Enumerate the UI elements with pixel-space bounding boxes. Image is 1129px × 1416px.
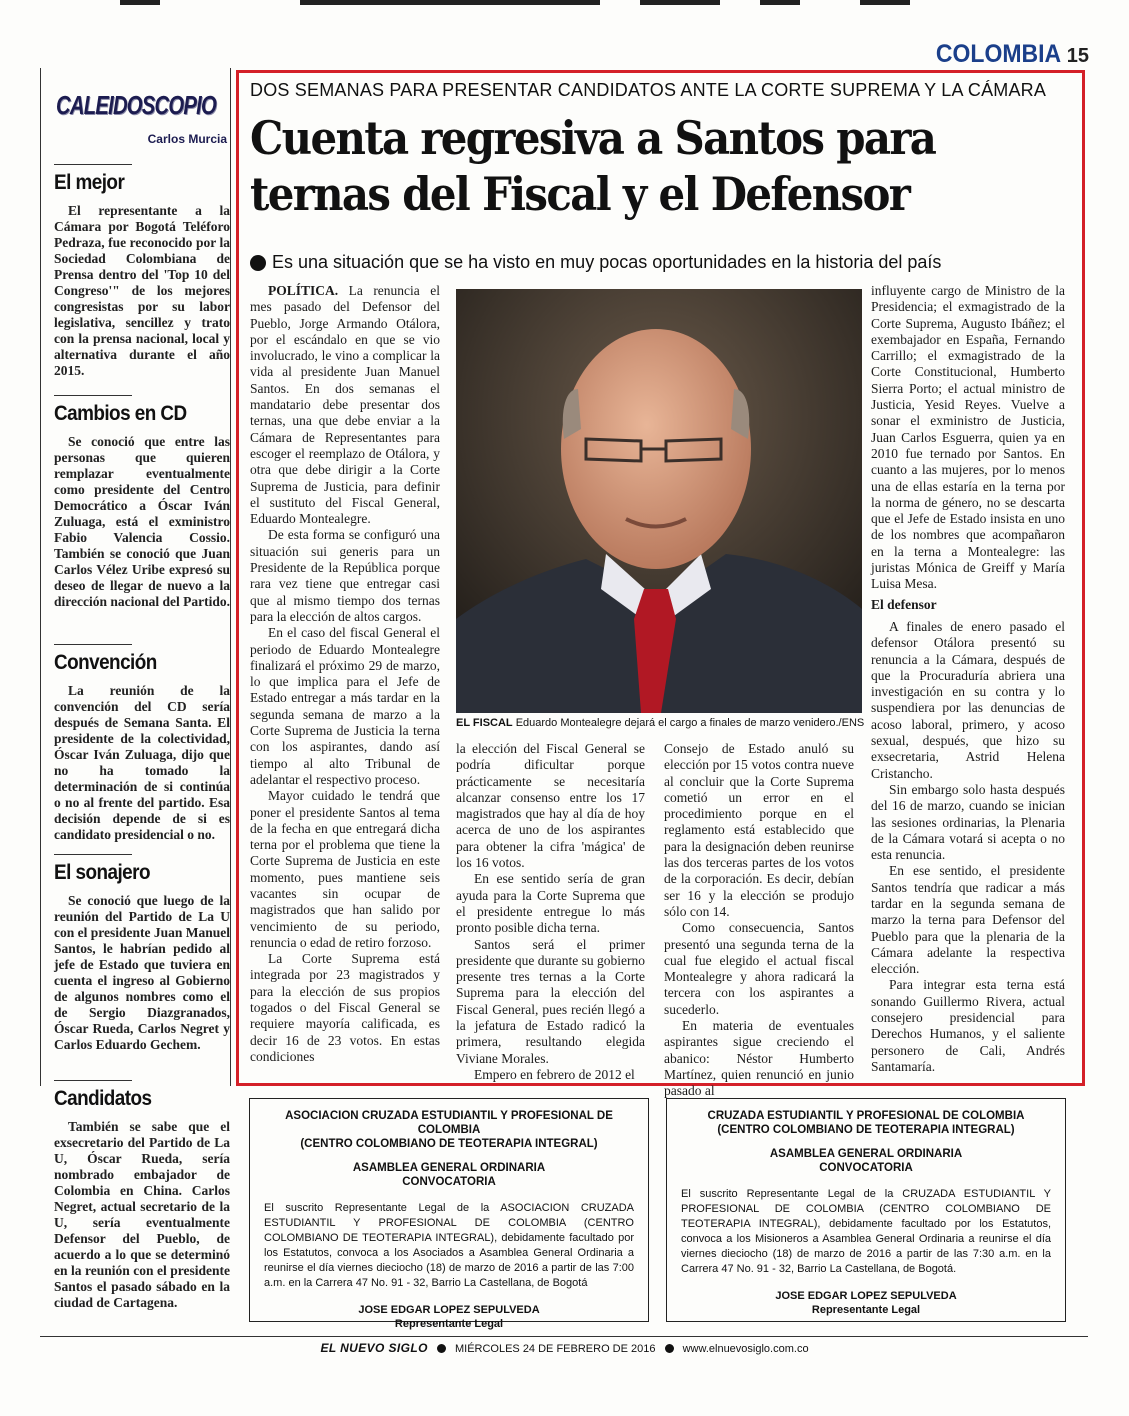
sidebar-section-el-mejor (54, 164, 230, 379)
sidebar-text: El representante a la Cámara por Bogotá Teléforo Pedraza, fue reconocido por la Sociedad Colombiana de Prensa dentro del 'Top 10 del Congreso'" de los mejores congresistas por su labor legislativa, sencillez y trato con la prensa nacional, local y alternativa durante el año 2015. (54, 203, 230, 378)
caption-label: EL FISCAL (456, 717, 513, 729)
paragraph: En el caso del fiscal General el periodo de Eduardo Montealegre finalizará el próximo 29 de marzo, lo que implica para el Jefe de Estado entregar a más tardar en la segunda semana de marzo a la Corte Suprema de Justicia la terna con los aspirantes, dando así tiempo al alto Tribunal de adelantar el respectivo proceso. (250, 625, 440, 787)
paragraph: Empero en febrero de 2012 el (474, 1066, 635, 1082)
article-column-3 (664, 741, 854, 1100)
caption-text: Eduardo Montealegre dejará el cargo a finales de marzo venidero./ENS (512, 717, 865, 729)
section-divider (54, 164, 132, 165)
sidebar-section-el-sonajero (54, 854, 230, 1053)
paragraph: Para integrar esta terna está sonando Guillermo Rivera, actual consejero presidencial para Derechos Humanos, y el saliente personero de Cali, Andrés Santamaría. (871, 977, 1065, 1074)
section-divider (54, 854, 132, 855)
notice-signer: JOSE EDGAR LOPEZ SEPULVEDA (358, 1304, 540, 1316)
bullet-icon (665, 1344, 674, 1353)
notice-body: El suscrito Representante Legal de la CRUZADA ESTUDIANTIL Y PROFESIONAL DE COLOMBIA (CENTRO COLOMBIANO DE TEOTERAPIA INTEGRAL), debidamente facultado por los Estatutos, convoca a los Misioneros a Asamblea General Ordinaria a reunirse el día viernes dieciocho (18) de marzo de 2016 a partir de las 7:30 a.m. en la Carrera 47 No. 91 - 32, Barrio La Castellana, de Bogotá. (681, 1188, 1051, 1275)
subhead-text: Es una situación que se ha visto en muy pocas oportunidades en la historia del país (272, 252, 942, 272)
paragraph: la elección del Fiscal General se podría dificultar porque prácticamente se necesitaría alcanzar consenso entre los 17 magistrados que hay al día de hoy acerca de uno de los aspirantes para obtener la cifra 'mágica' de los 16 votos. (456, 741, 645, 871)
notice-role: Representante Legal (394, 1318, 504, 1330)
cropped-top-strip (0, 0, 1129, 14)
fiscal-photo (456, 289, 862, 713)
sidebar-heading: Cambios en CD (54, 402, 187, 425)
sidebar-heading: Candidatos (54, 1087, 152, 1110)
notice-role: Representante Legal (811, 1304, 921, 1316)
sidebar-title: CALEIDOSCOPIO (56, 90, 217, 120)
page-number: 15 (1066, 45, 1089, 67)
notice-signer: JOSE EDGAR LOPEZ SEPULVEDA (775, 1290, 957, 1302)
bullet-icon (250, 255, 266, 271)
notice-assembly: ASAMBLEA GENERAL ORDINARIA (352, 1162, 546, 1174)
dateline: POLÍTICA. (268, 283, 339, 298)
page-footer (0, 1341, 1129, 1355)
paragraph: Como consecuencia, Santos presentó una segunda terna de la cual fue elegido el actual fiscal Montealegre y ahora radicará la tercera con los aspirantes a sucederlo. (664, 920, 854, 1017)
headline-line-2: ternas del Fiscal y el Defensor (250, 167, 910, 221)
footer-divider (40, 1336, 1088, 1337)
paragraph: De esta forma se configuró una situación sui generis para un Presidente de la República porque rara vez tiene que entregar casi que al mismo tiempo dos ternas para la elección de altos cargos. (250, 527, 440, 624)
portrait-illustration (456, 289, 862, 713)
paragraph: Consejo de Estado anuló su elección por 15 votos contra nueve al concluir que la Corte Suprema cometió un error en el procedimiento porque en el reglamento está establecido que para la designación deben reunirse las dos terceras partes de los votos de la corporación. Es decir, debían ser 16 y la elección se produjo sólo con 14. (664, 741, 854, 919)
article-column-2 (456, 741, 645, 1083)
section-divider (54, 1080, 132, 1081)
newspaper-brand: EL NUEVO SIGLO (320, 1341, 428, 1355)
notice-org: CRUZADA ESTUDIANTIL Y PROFESIONAL DE COLOMBIA (707, 1110, 1025, 1122)
paragraph: Mayor cuidado le tendrá que poner el presidente Santos al tema de la fecha en que entregará dicha terna por el problema que tiene la Corte Suprema de Justicia en este momento, pues mantiene seis vacantes sin ocupar de magistrados que han salido por vencimiento de su periodo, renuncia o edad de retiro forzoso. (250, 788, 440, 950)
notice-assembly: ASAMBLEA GENERAL ORDINARIA (769, 1148, 963, 1160)
notice-call: CONVOCATORIA (819, 1162, 913, 1174)
sidebar-heading: El mejor (54, 171, 125, 194)
notice-org-subtitle: (CENTRO COLOMBIANO DE TEOTERAPIA INTEGRAL) (717, 1124, 1015, 1136)
sidebar-heading: El sonajero (54, 861, 150, 884)
paragraph: influyente cargo de Ministro de la Presidencia; el exmagistrado de la Corte Suprema, Augusto Ibáñez; el exembajador en España, Fernando Carrillo; el exmagistrado de la Corte Constitucional, Humberto Sierra Porto; el actual ministro de Justicia, Yesid Reyes. Vuelve a sonar el exministro de Justicia, Juan Carlos Esguerra, quien ya en 2010 fue ternado por Santos. En cuanto a las mujeres, por lo menos una de ellas estaría en la terna por la norma de género, no se descarta que el Jefe de Estado insista en uno de los nombres que acompañaron en la terna a Montealegre: las juristas Mónica de Greiff y María Luisa Mesa. (871, 283, 1065, 592)
sidebar-section-convencion (54, 644, 230, 843)
notice-call: CONVOCATORIA (402, 1176, 496, 1188)
website-url: www.elnuevosiglo.com.co (682, 1343, 809, 1355)
section-name: COLOMBIA (935, 40, 1061, 68)
paragraph-text: La renuncia el mes pasado del Defensor del Pueblo, Jorge Armando Otálora, por el escándalo en que se vio involucrado, le vino a complicar la vida al presidente Juan Manuel Santos. En dos semanas el mandatario debe presentar dos ternas, una que debe enviar a la Cámara de Representantes para escoger el reemplazo de Otálora, y otra que debe dirigir a la Corte Suprema de Justicia, para definir el sustituto del Fiscal General, Eduardo Montealegre. (250, 283, 440, 527)
headline-line-1: Cuenta regresiva a Santos para (250, 111, 936, 165)
paragraph: En materia de eventuales aspirantes sigue creciendo el abanico: Néstor Humberto Martínez, quien renunció en junio pasado al (664, 1018, 854, 1099)
photo-caption (456, 717, 866, 729)
paragraph: A finales de enero pasado el defensor Otálora presentó su renuncia a la Cámara, después de que la Procuraduría abriera una investigación en su contra y lo suspendiera por las denuncias de acoso laboral, primero, y acoso sexual, después, que hizo su exsecretaria, Astrid Helena Cristancho. (871, 618, 1065, 781)
bullet-icon (437, 1344, 446, 1353)
sidebar-text: Se conoció que entre las personas que quieren remplazar eventualmente como presidente del Centro Democrático a Óscar Iván Zuluaga, está el exministro Fabio Valencia Cossio. También se conoció que Juan Carlos Vélez Uribe expresó su deseo de llegar de nuevo a la dirección nacional del Partido. (54, 434, 230, 609)
section-divider (54, 644, 132, 645)
paragraph: Santos será el primer presidente que durante su gobierno presente tres ternas a la Corte Suprema para la elección del Fiscal General, pues recién llegó a la jefatura de Estado radicó la primera, resultando elegida Viviane Morales. (456, 936, 645, 1066)
sidebar-text: También se sabe que el exsecretario del Partido de La U, Óscar Rueda, sería nombrado embajador de Colombia en China. Carlos Negret, actual secretario de la U, sería eventualmente Defensor del Pueblo, de acuerdo a lo que se determinó en la reunión con el presidente Santos el pasado sábado en la ciudad de Cartagena. (54, 1119, 230, 1310)
notice-org: ASOCIACION CRUZADA ESTUDIANTIL Y PROFESIONAL DE COLOMBIA (285, 1110, 613, 1136)
paragraph: En ese sentido sería de gran ayuda para la Corte Suprema que el presidente entregue lo más pronto posible dicha terna. (456, 871, 645, 936)
sidebar-text: Se conoció que luego de la reunión del Partido de La U con el presidente Juan Manuel Santos, le habrían pedido al jefe de Estado que tuviera en cuenta el ingreso al Gobierno de algunos nombres como el de Sergio Diazgranados, Óscar Rueda, Carlos Negret y Carlos Eduardo Gechem. (54, 893, 231, 1052)
notice-body: El suscrito Representante Legal de la ASOCIACION CRUZADA ESTUDIANTIL Y PROFESIONAL DE COLOMBIA (CENTRO COLOMBIANO DE TEOTERAPIA INTEGRAL), debidamente facultado por los Estatutos, convoca a los Asociados a Asamblea General Ordinaria a reunirse el día viernes dieciocho (18) de marzo de 2016 a partir de las 7:00 a.m. en la Carrera 47 No. 91 - 32, Barrio La Castellana, de Bogotá (264, 1202, 634, 1289)
paragraph: Sin embargo solo hasta después del 16 de marzo, cuando se inician las sesiones ordinarias, la Plenaria de la Cámara votará si acepta o no esta renuncia. (871, 781, 1065, 863)
section-divider (54, 395, 132, 396)
paragraph: En ese sentido, el presidente Santos tendría que radicar a más tardar en la segunda semana de marzo la terna para Defensor del Pueblo para que la plenaria de la Cámara adelante la respectiva elección. (871, 863, 1065, 977)
article-kicker: DOS SEMANAS PARA PRESENTAR CANDIDATOS ANTE LA CORTE SUPREMA Y LA CÁMARA (250, 80, 1047, 100)
article-headline (250, 110, 1005, 222)
notice-org-subtitle: (CENTRO COLOMBIANO DE TEOTERAPIA INTEGRAL) (300, 1138, 598, 1150)
section-header (925, 40, 1089, 69)
paragraph (250, 283, 440, 527)
sidebar-section-cambios-en-cd (54, 395, 230, 610)
sidebar-text: La reunión de la convención del CD sería después de Semana Santa. El presidente de la colectividad, Óscar Iván Zuluaga, dijo que no ha tomado la determinación de si continúa o no al frente del partido. Esa decisión depende de si es candidato presidencial o no. (54, 683, 230, 842)
sidebar-author: Carlos Murcia (147, 132, 227, 146)
paragraph: La Corte Suprema está integrada por 23 magistrados y para la elección de sus propios togados o del Fiscal General se requiere mayoría calificada, es decir 16 de 23 votos. En estas condiciones (250, 951, 440, 1064)
article-subhead (250, 252, 941, 273)
notice-box-cruzada (666, 1098, 1066, 1322)
sidebar-section-candidatos (54, 1080, 230, 1311)
notice-box-asociacion (249, 1098, 649, 1330)
issue-date: MIÉRCOLES 24 DE FEBRERO DE 2016 (454, 1343, 656, 1355)
article-column-4 (871, 283, 1065, 1075)
sidebar-heading: Convención (54, 651, 157, 674)
subheading-el-defensor: El defensor (871, 596, 937, 612)
article-column-1 (250, 283, 440, 1065)
